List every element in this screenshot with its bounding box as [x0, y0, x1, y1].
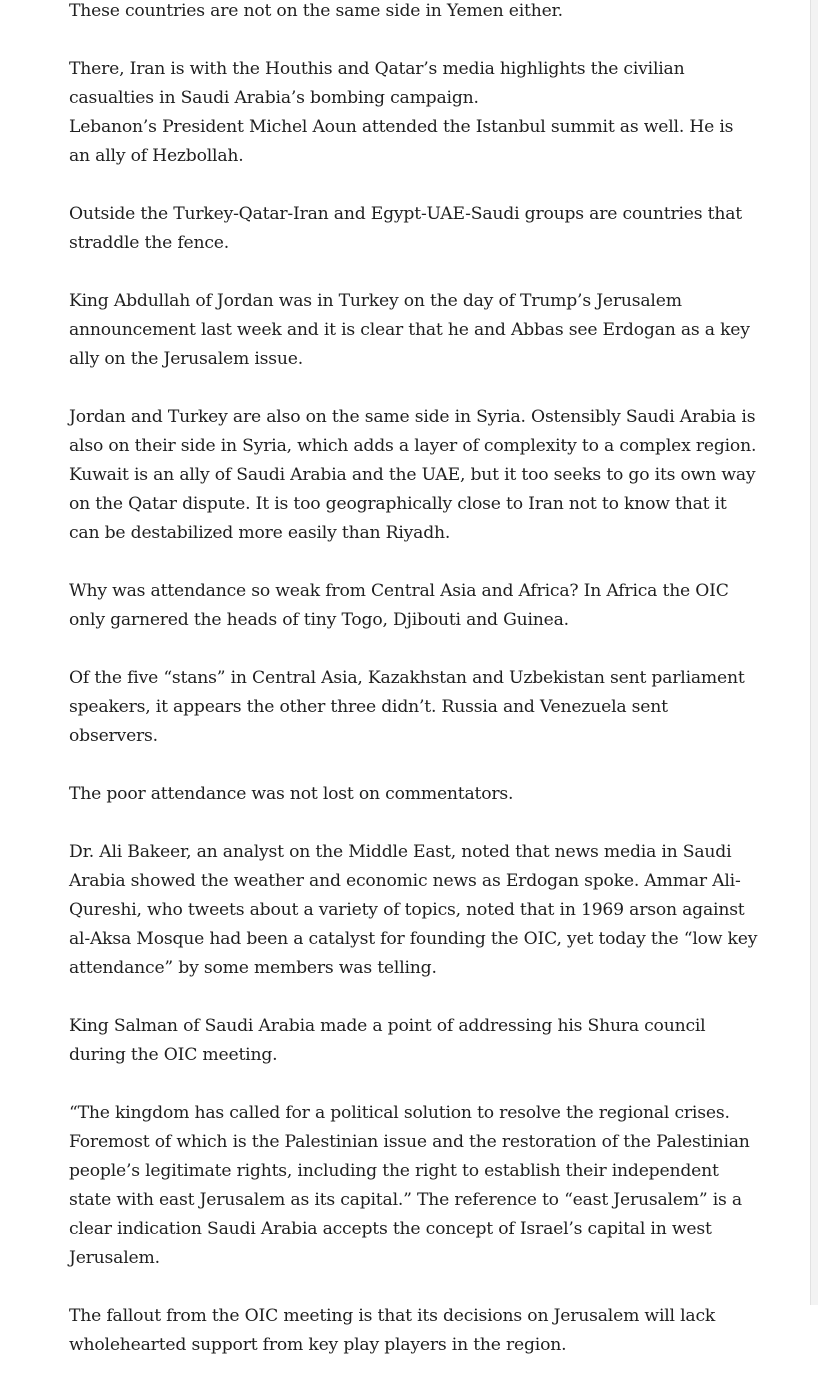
paragraph: Why was attendance so weak from Central Asia and Africa? In Africa the OIC only garnered the heads of tiny Togo, Djibouti and Guinea.	[69, 581, 729, 630]
paragraph: Of the five “stans” in Central Asia, Kazakhstan and Uzbekistan sent parliament speakers, it appears the other three didn’t. Russia and Venezuela sent observers.	[69, 668, 745, 746]
paragraph: The poor attendance was not lost on commentators.	[69, 784, 514, 804]
paragraph: There, Iran is with the Houthis and Qatar’s media highlights the civilian casualties in Saudi Arabia’s bombing campaign.	[69, 59, 685, 108]
paragraph: Dr. Ali Bakeer, an analyst on the Middle East, noted that news media in Saudi Arabia showed the weather and economic news as Erdogan spoke. Ammar Ali-Qureshi, who tweets about a variety of topics, noted that in 1969 arson against al-Aksa Mosque had been a catalyst for founding the OIC, yet today the “low key attendance” by some members was telling.	[69, 842, 758, 978]
paragraph: Outside the Turkey-Qatar-Iran and Egypt-UAE-Saudi groups are countries that straddle the fence.	[69, 204, 742, 253]
paragraph: “The kingdom has called for a political solution to resolve the regional crises. Foremost of which is the Palestinian issue and the restoration of the Palestinian people’s legitimate rights, including the right to establish their independent state with east Jerusalem as its capital.” The reference to “east Jerusalem” is a clear indication Saudi Arabia accepts the concept of Israel’s capital in west Jerusalem.	[69, 1103, 750, 1268]
paragraph: King Salman of Saudi Arabia made a point of addressing his Shura council during the OIC meeting.	[69, 1016, 706, 1065]
paragraph: Jordan and Turkey are also on the same side in Syria. Ostensibly Saudi Arabia is also on their side in Syria, which adds a layer of complexity to a complex region. Kuwait is an ally of Saudi Arabia and the UAE, but it too seeks to go its own way on the Qatar dispute. It is too geographically close to Iran not to know that it can be destabilized more easily than Riyadh.	[69, 407, 757, 543]
scrollbar-track[interactable]	[810, 0, 818, 1305]
paragraph: Lebanon’s President Michel Aoun attended the Istanbul summit as well. He is an ally of Hezbollah.	[69, 117, 734, 166]
paragraph: King Abdullah of Jordan was in Turkey on the day of Trump’s Jerusalem announcement last week and it is clear that he and Abbas see Erdogan as a key ally on the Jerusalem issue.	[69, 291, 750, 369]
article-body	[69, 0, 759, 1389]
paragraph: These countries are not on the same side in Yemen either.	[69, 1, 563, 21]
paragraph: The fallout from the OIC meeting is that its decisions on Jerusalem will lack wholehearted support from key play players in the region.	[69, 1306, 716, 1355]
